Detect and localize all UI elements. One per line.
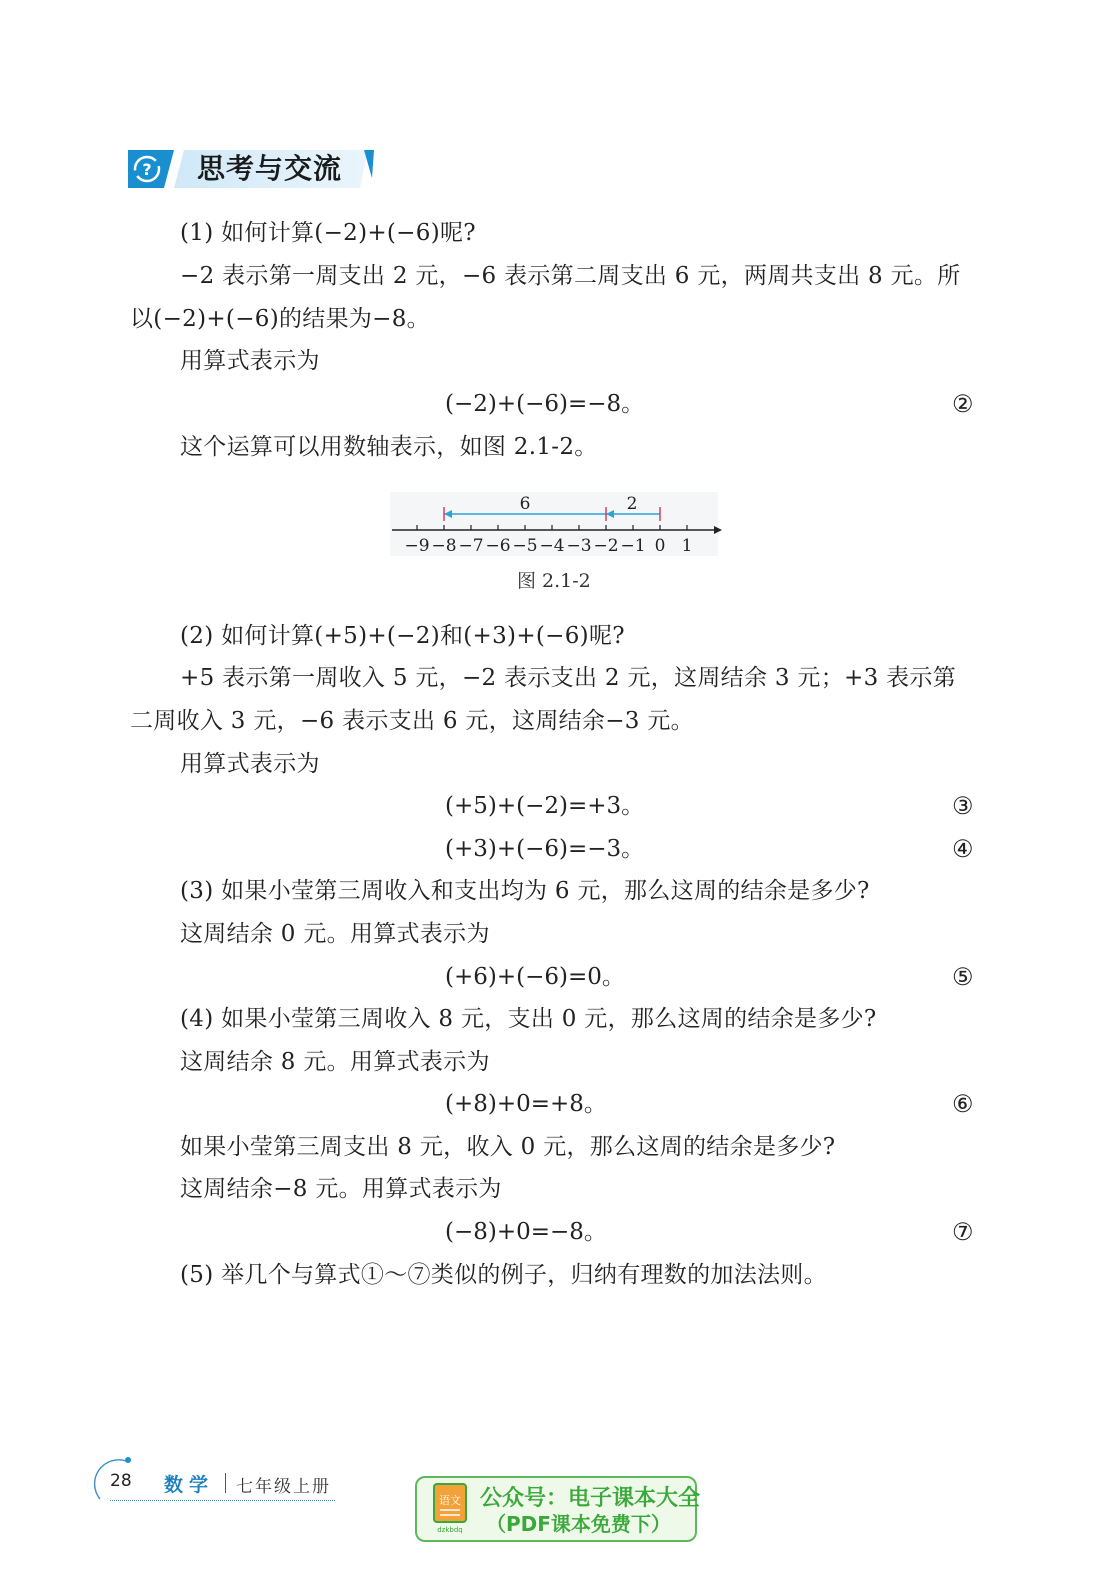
equation-number-4: ④ <box>952 835 974 863</box>
question-cycle-icon <box>131 153 163 185</box>
equation-number-2: ② <box>952 390 974 418</box>
equation-number-6: ⑥ <box>952 1090 974 1118</box>
equation-7: (−8)+0=−8。 <box>445 1219 607 1245</box>
equation-number-5: ⑤ <box>952 963 974 991</box>
tick-label: −9 <box>404 536 430 556</box>
equation-number-7: ⑦ <box>952 1218 974 1246</box>
paragraph-2: 这个运算可以用数轴表示，如图 2.1-2。 <box>180 434 598 460</box>
section-title: 思考与交流 <box>197 152 343 185</box>
paragraph-5: 这周结余 8 元。用算式表示为 <box>180 1049 490 1075</box>
equation-2: (−2)+(−6)=−8。 <box>445 391 645 417</box>
paragraph-1b: 以(−2)+(−6)的结果为−8。 <box>130 306 430 332</box>
number-line-figure <box>388 490 728 560</box>
tick-label: −2 <box>593 536 619 556</box>
question-5: (5) 举几个与算式①～⑦类似的例子，归纳有理数的加法法则。 <box>180 1262 827 1288</box>
svg-text:?: ? <box>142 160 152 179</box>
paragraph-1a: −2 表示第一周支出 2 元，−6 表示第二周支出 6 元，两周共支出 8 元。所 <box>180 263 961 289</box>
footer-subject: 数学 <box>164 1474 215 1496</box>
paragraph-6: 如果小莹第三周支出 8 元，收入 0 元，那么这周的结余是多少? <box>180 1134 836 1160</box>
watermark-line-2: （PDF课本免费下） <box>486 1512 671 1536</box>
tick-label: −6 <box>485 536 511 556</box>
paragraph-4: 这周结余 0 元。用算式表示为 <box>180 921 490 947</box>
tick-label: −3 <box>566 536 592 556</box>
tick-label: −7 <box>458 536 484 556</box>
equation-number-3: ③ <box>952 792 974 820</box>
question-1: (1) 如何计算(−2)+(−6)呢? <box>180 220 476 246</box>
question-4: (4) 如果小莹第三周收入 8 元，支出 0 元，那么这周的结余是多少? <box>180 1006 877 1032</box>
figure-caption: 图 2.1-2 <box>517 570 591 592</box>
expression-intro-2: 用算式表示为 <box>180 751 320 777</box>
question-3: (3) 如果小莹第三周收入和支出均为 6 元，那么这周的结余是多少? <box>180 878 870 904</box>
watermark-line-1: 公众号：电子课本大全 <box>480 1486 701 1511</box>
paragraph-7: 这周结余−8 元。用算式表示为 <box>180 1176 502 1202</box>
paragraph-3a: +5 表示第一周收入 5 元，−2 表示支出 2 元，这周结余 3 元；+3 表示第 <box>180 665 957 691</box>
equation-6: (+8)+0=+8。 <box>445 1091 607 1117</box>
page-number: 28 <box>110 1471 132 1491</box>
book-icon-label: 语文 <box>439 1494 461 1507</box>
arrow-label-2: 2 <box>626 494 638 514</box>
tick-label: −8 <box>431 536 457 556</box>
equation-4: (+3)+(−6)=−3。 <box>445 836 645 862</box>
footer-dotted-rule <box>110 1500 335 1501</box>
tick-label: 1 <box>681 536 693 556</box>
book-icon-subtext: dzkbdq <box>437 1526 463 1534</box>
tick-label: −5 <box>512 536 538 556</box>
tick-label: −1 <box>620 536 646 556</box>
footer-grade: 七年级上册 <box>236 1477 331 1497</box>
tick-label: −4 <box>539 536 565 556</box>
book-icon <box>428 1482 472 1534</box>
question-2: (2) 如何计算(+5)+(−2)和(+3)+(−6)呢? <box>180 623 625 649</box>
arrow-label-6: 6 <box>519 494 531 514</box>
equation-5: (+6)+(−6)=0。 <box>445 964 625 990</box>
equation-3: (+5)+(−2)=+3。 <box>445 793 645 819</box>
expression-intro-1: 用算式表示为 <box>180 348 320 374</box>
footer-divider <box>225 1473 226 1493</box>
tick-label: 0 <box>654 536 666 556</box>
paragraph-3b: 二周收入 3 元，−6 表示支出 6 元，这周结余−3 元。 <box>130 708 694 734</box>
